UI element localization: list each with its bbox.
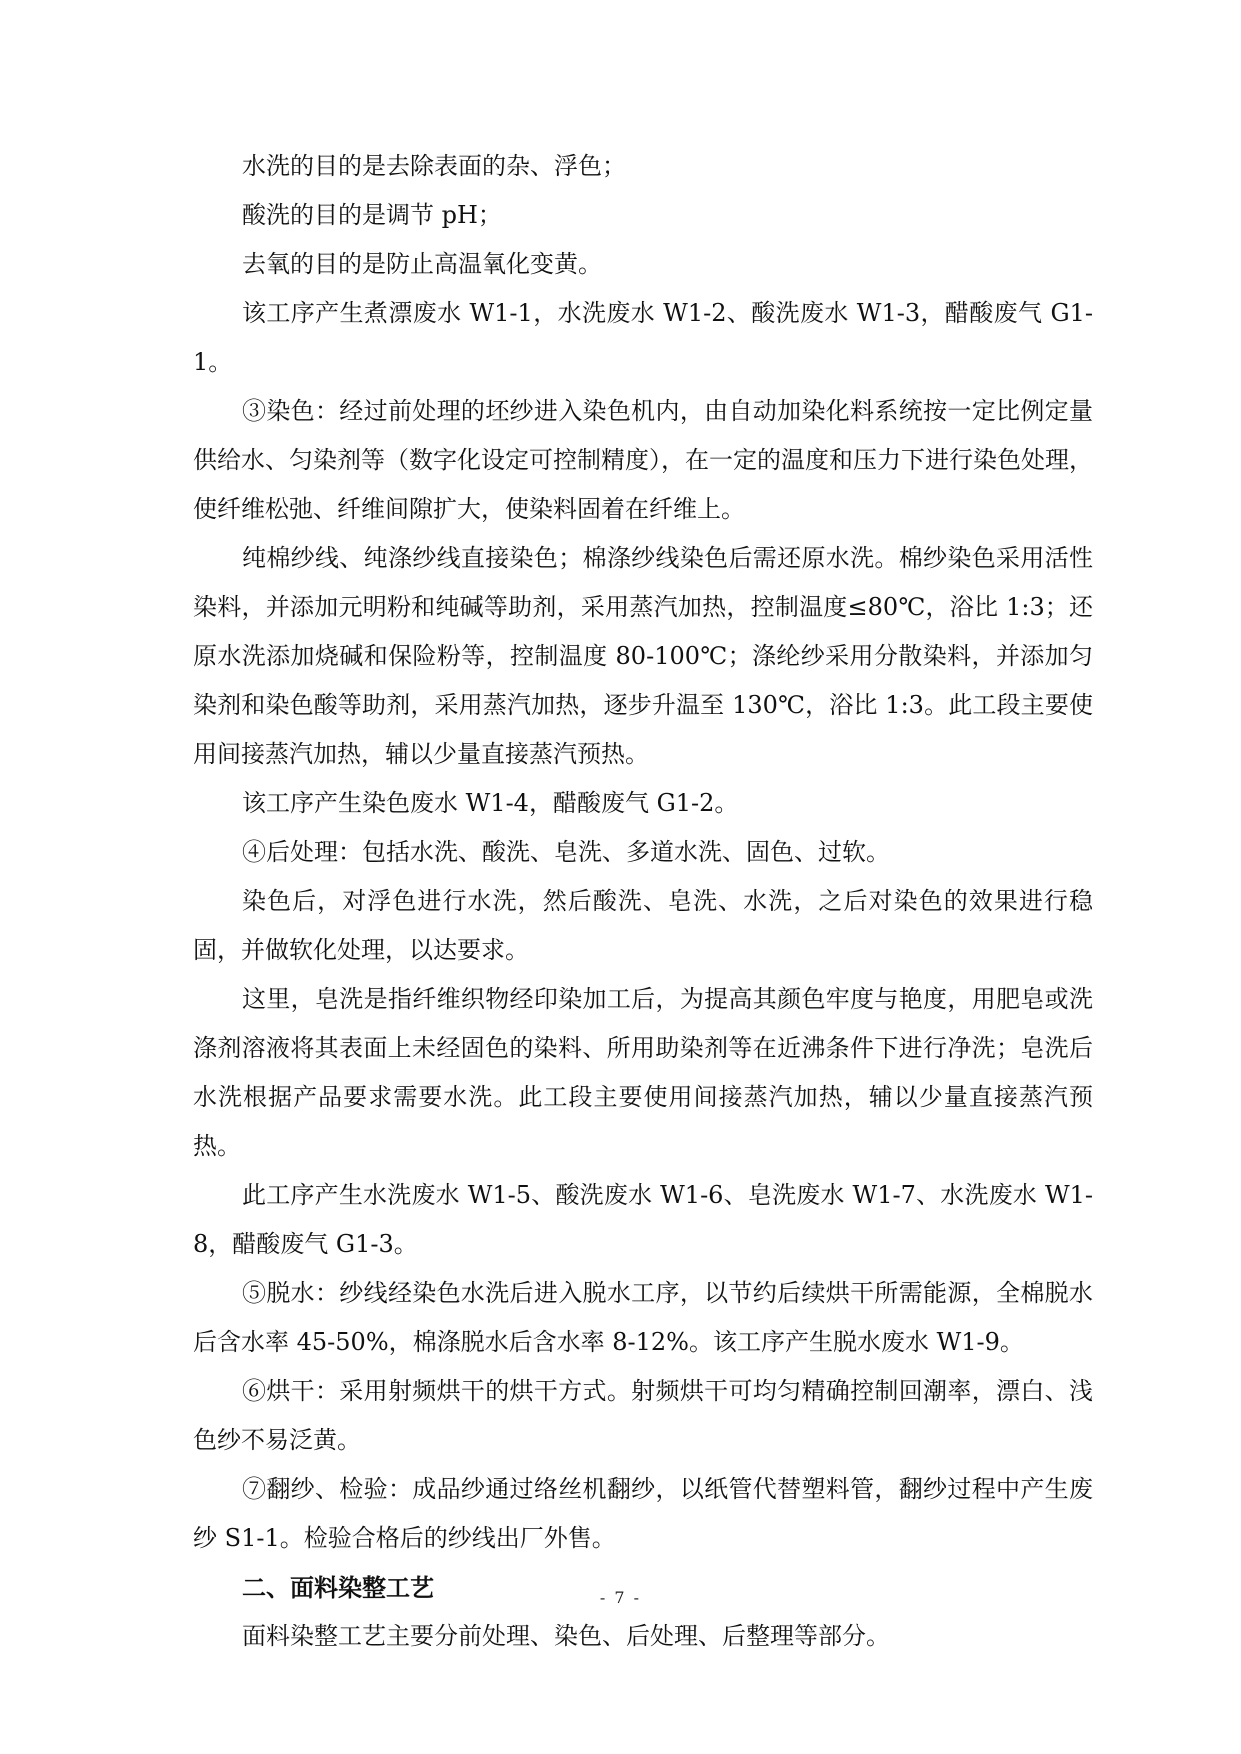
page-number: - 7 - — [599, 1588, 642, 1607]
paragraph-7: 该工序产生染色废水 W1-4，醋酸废气 G1-2。 — [242, 789, 739, 817]
paragraph-13: ⑥烘干：采用射频烘干的烘干方式。射频烘干可均匀精确控制回潮率，漂白、浅色纱不易泛黄。 — [193, 1377, 1093, 1454]
paragraph-10: 这里，皂洗是指纤维织物经印染加工后，为提高其颜色牢度与艳度，用肥皂或洗涤剂溶液将其表面上未经固色的染料、所用助染剂等在近沸条件下进行净洗；皂洗后水洗根据产品要求需要水洗。此工段主要使用间接蒸汽加热，辅以少量直接蒸汽预热。 — [193, 985, 1093, 1160]
section-heading: 二、面料染整工艺 — [242, 1573, 434, 1602]
paragraph-16: 面料染整工艺主要分前处理、染色、后处理、后整理等部分。 — [242, 1622, 890, 1650]
paragraph-11: 此工序产生水洗废水 W1-5、酸洗废水 W1-6、皂洗废水 W1-7、水洗废水 W1-8，醋酸废气 G1-3。 — [193, 1181, 1093, 1258]
paragraph-5: ③染色：经过前处理的坯纱进入染色机内，由自动加染化料系统按一定比例定量供给水、匀染剂等（数字化设定可控制精度），在一定的温度和压力下进行染色处理，使纤维松弛、纤维间隙扩大，使染料固着在纤维上。 — [193, 397, 1093, 523]
paragraph-3: 去氧的目的是防止高温氧化变黄。 — [242, 250, 602, 278]
paragraph-1: 水洗的目的是去除表面的杂、浮色； — [242, 152, 626, 180]
paragraph-6: 纯棉纱线、纯涤纱线直接染色；棉涤纱线染色后需还原水洗。棉纱染色采用活性染料，并添加元明粉和纯碱等助剂，采用蒸汽加热，控制温度≤80℃，浴比 1:3；还原水洗添加烧碱和保险粉等，控制温度 80-100℃；涤纶纱采用分散染料，并添加匀染剂和染色酸等助剂，采用蒸汽加热，逐步升温至 130℃，浴比 1:3。此工段主要使用间接蒸汽加热，辅以少量直接蒸汽预热。 — [193, 544, 1093, 768]
paragraph-14: ⑦翻纱、检验：成品纱通过络丝机翻纱，以纸管代替塑料管，翻纱过程中产生废纱 S1-1。检验合格后的纱线出厂外售。 — [193, 1475, 1093, 1552]
document-body — [193, 142, 1093, 1661]
paragraph-12: ⑤脱水：纱线经染色水洗后进入脱水工序，以节约后续烘干所需能源，全棉脱水后含水率 45-50%，棉涤脱水后含水率 8-12%。该工序产生脱水废水 W1-9。 — [193, 1279, 1093, 1356]
paragraph-8: ④后处理：包括水洗、酸洗、皂洗、多道水洗、固色、过软。 — [242, 838, 890, 866]
paragraph-4: 该工序产生煮漂废水 W1-1，水洗废水 W1-2、酸洗废水 W1-3，醋酸废气 G1-1。 — [193, 299, 1093, 376]
paragraph-9: 染色后，对浮色进行水洗，然后酸洗、皂洗、水洗，之后对染色的效果进行稳固，并做软化处理，以达要求。 — [193, 887, 1093, 964]
paragraph-2: 酸洗的目的是调节 pH； — [242, 201, 502, 229]
